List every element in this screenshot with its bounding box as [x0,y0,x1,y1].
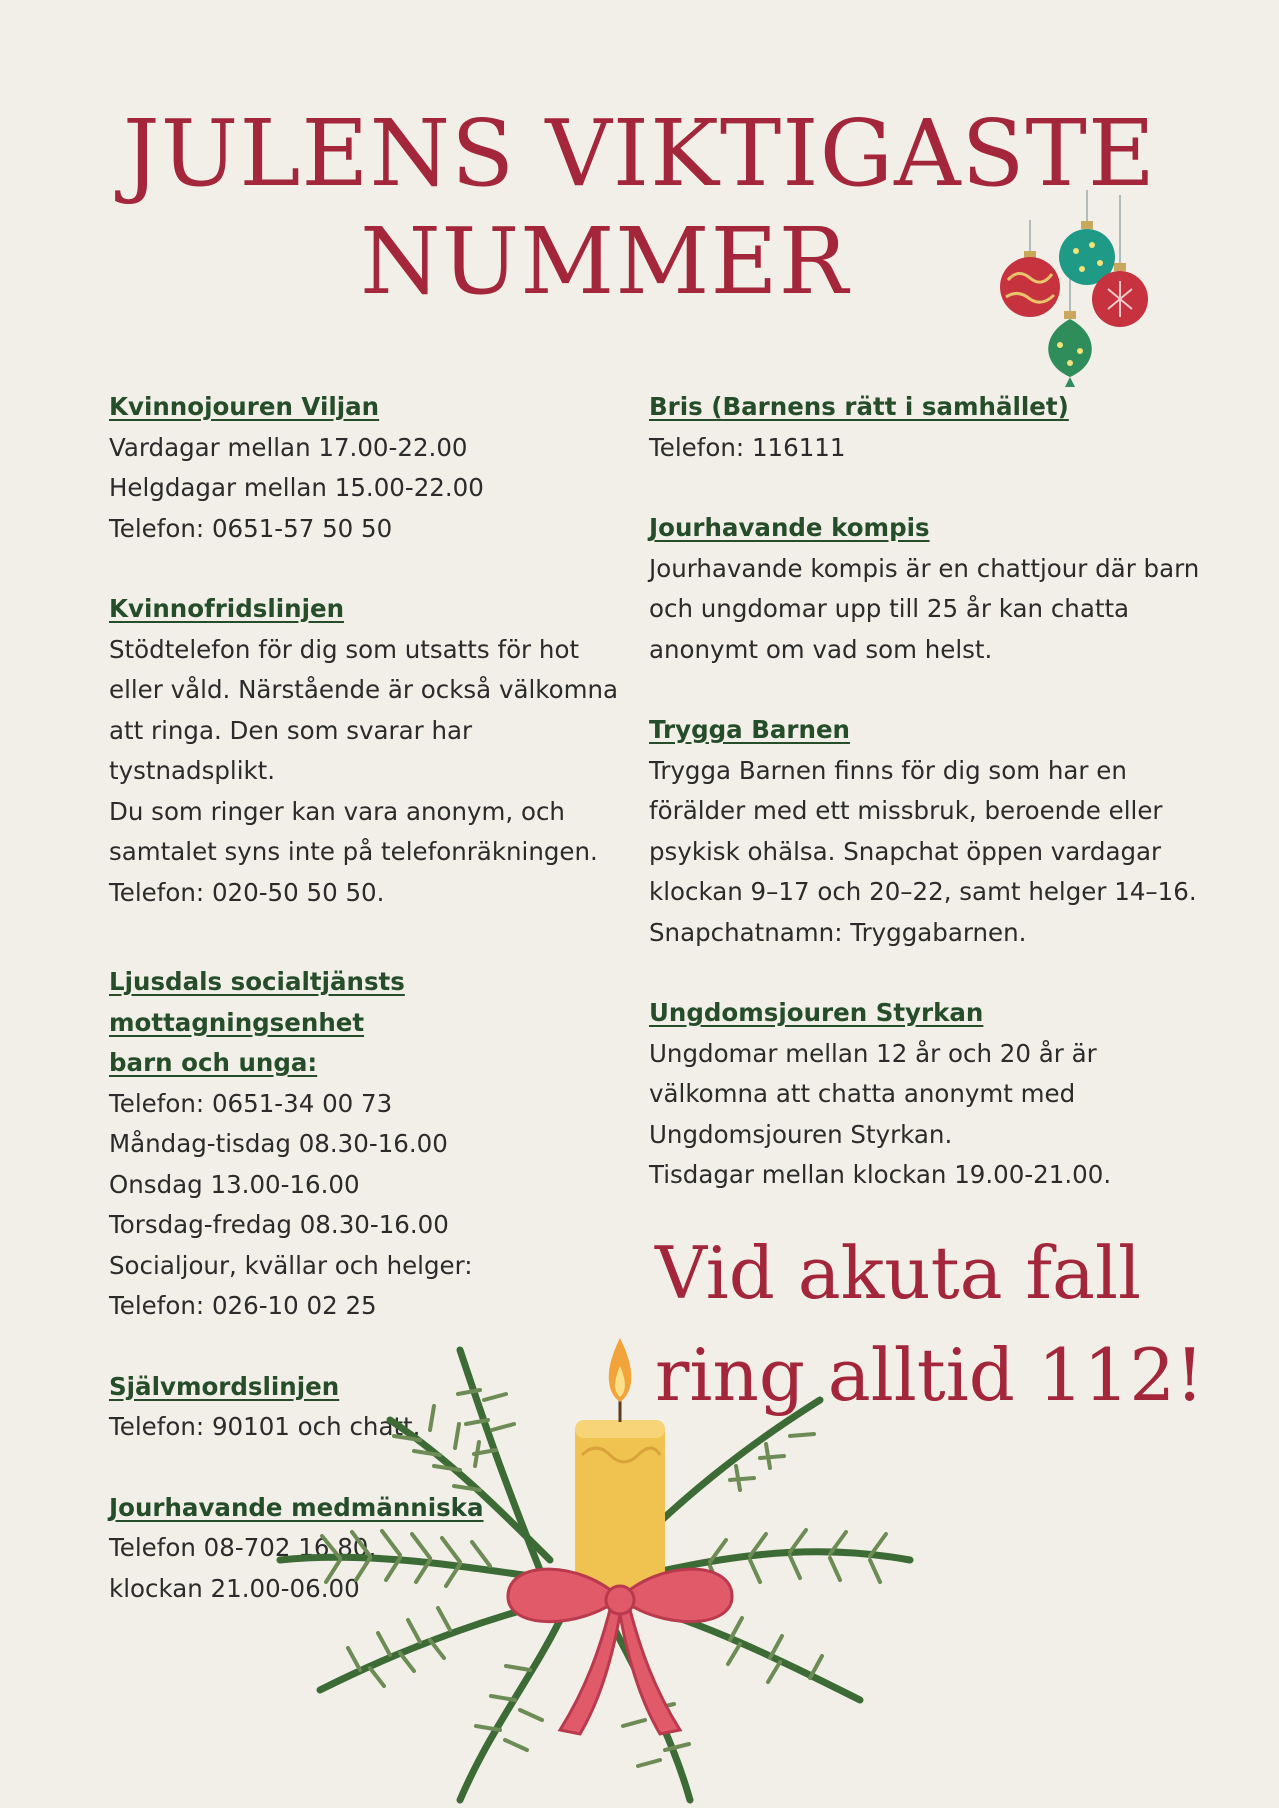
section-text: Telefon: 90101 och chatt. [109,1412,421,1441]
section-text: Vardagar mellan 17.00-22.00 [109,432,468,462]
section-text: förälder med ett missbruk, beroende eller [649,796,1163,825]
section-text: Ungdomar mellan 12 år och 20 år är [649,1038,1097,1068]
section-text: Socialjour, kvällar och helger: [109,1250,473,1280]
section-heading: Ungdomsjouren Styrkan [649,998,984,1027]
section-text: samtalet syns inte på telefonräkningen. [109,837,598,866]
section-bris [649,387,1209,468]
section-text: att ringa. Den som svarar har tystnadsplikt. [109,715,473,785]
section-text: Tisdagar mellan klockan 19.00-21.00. [649,1160,1112,1189]
emergency-line-1: Vid akuta fall [655,1231,1142,1315]
section-text: Telefon: 0651-57 50 50 [109,513,393,543]
section-heading: Kvinnofridslinjen [109,594,345,623]
section-text: välkomna att chatta anonymt med [649,1079,1076,1108]
section-ungdomsjouren [649,993,1209,1196]
section-text: Snapchatnamn: Tryggabarnen. [649,917,1027,947]
section-text: Du som ringer kan vara anonym, och [109,796,565,826]
section-kvinnojouren [109,387,629,549]
section-jourhavande-kompis [649,508,1209,670]
section-heading: Bris (Barnens rätt i samhället) [649,392,1069,421]
section-heading: Kvinnojouren Viljan [109,392,380,421]
section-text: Trygga Barnen finns för dig som har en [649,755,1127,785]
title-line-2: NUMMER [360,208,849,315]
christmas-ornaments-icon [990,185,1160,390]
section-text: Telefon: 026-10 02 25 [109,1291,377,1320]
section-text: Helgdagar mellan 15.00-22.00 [109,473,484,502]
section-heading: Trygga Barnen [649,715,851,744]
emergency-line-2: ring alltid 112! [655,1333,1205,1417]
candle-with-pine-and-bow-icon [260,1330,1000,1808]
section-text: Onsdag 13.00-16.00 [109,1169,360,1199]
section-heading: Självmordslinjen [109,1371,340,1401]
section-text: Telefon: 020-50 50 50. [109,877,385,907]
section-trygga-barnen [649,710,1209,953]
right-column [649,387,1209,1236]
section-text: Telefon 08-702 16 80, [109,1533,377,1562]
section-text: Jourhavande kompis är en chattjour där barn [649,553,1200,583]
section-text: Telefon: 116111 [649,432,846,462]
section-socialtjanst [109,962,629,1327]
section-text: och ungdomar upp till 25 år kan chatta [649,594,1130,623]
section-heading: Ljusdals socialtjänsts mottagningsenhet [109,967,405,1037]
section-text: Torsdag-fredag 08.30-16.00 [109,1210,449,1239]
section-text: klockan 9–17 och 20–22, samt helger 14–16. [649,877,1197,906]
section-heading: Jourhavande medmänniska [109,1492,484,1522]
section-text: Telefon: 0651-34 00 73 [109,1088,393,1118]
section-text: klockan 21.00-06.00 [109,1573,360,1603]
section-text: Ungdomsjouren Styrkan. [649,1119,953,1149]
section-text: eller våld. Närstående är också välkomna [109,675,618,704]
section-heading: Jourhavande kompis [649,513,930,542]
section-kvinnofridslinjen [109,589,629,913]
section-text: Måndag-tisdag 08.30-16.00 [109,1129,448,1158]
section-text: psykisk ohälsa. Snapchat öppen vardagar [649,836,1162,866]
section-text: anonymt om vad som helst. [649,634,993,664]
title-line-1: JULENS VIKTIGASTE [122,100,1157,207]
section-heading: barn och unga: [109,1048,318,1077]
section-text: Stödtelefon för dig som utsatts för hot [109,634,580,664]
